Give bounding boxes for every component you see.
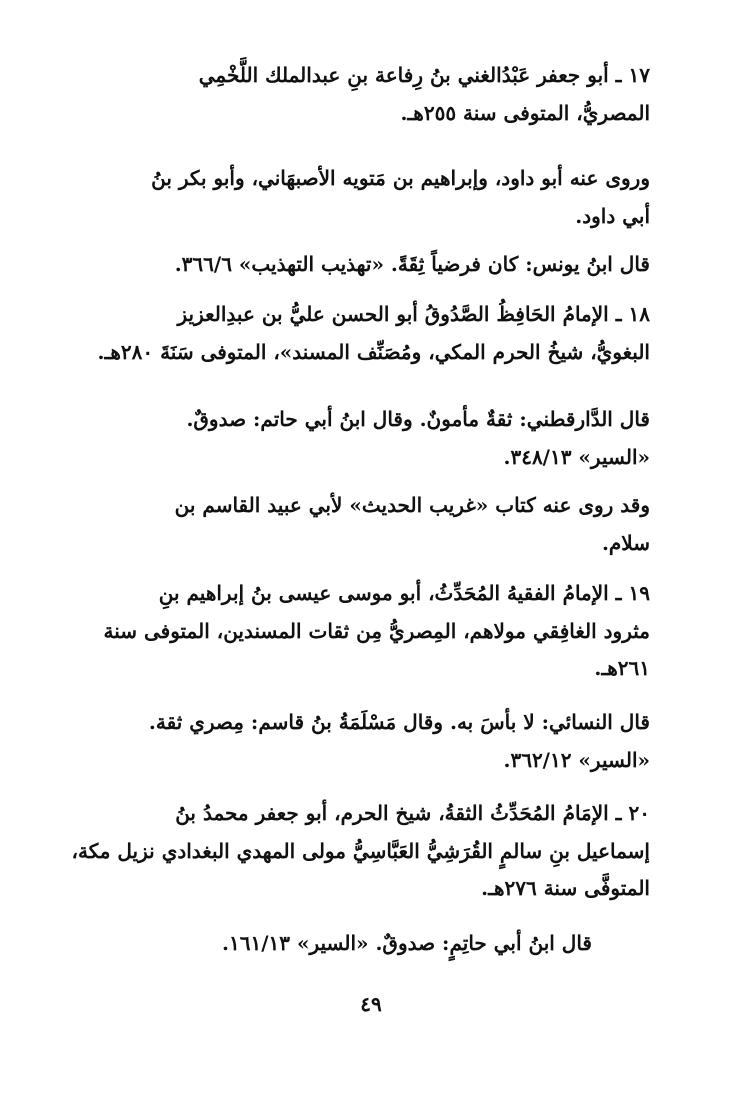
text-line: سلام. [601, 530, 650, 555]
entry-19-grading [90, 704, 650, 779]
text-line: ٢٠ ـ الإمَامُ المُحَدِّثُ الثقةُ، شيخ الحرم، أبو جعفر محمدُ بنُ [175, 801, 650, 825]
text-line: ١٩ ـ الإمامُ الفقيهُ المُحَدِّثُ، أبو موسى عيسى بنُ إبراهيم بنِ [158, 581, 650, 605]
text-line: أبي داود. [575, 203, 650, 228]
text-line: «السير» ٣٤٨/١٣. [503, 444, 650, 469]
text-line: قال النسائي: لا بأسَ به. وقال مَسْلَمَةُ بنُ قاسم: مِصري ثقة. [148, 710, 650, 734]
entry-17-narrators [90, 160, 650, 235]
entry-20-grading [32, 925, 592, 963]
text-line: مثرود الغافِقي مولاهم، المِصريُّ مِن ثقات المسندين، المتوفى سنة [103, 618, 650, 643]
text-line: ١٨ ـ الإمامُ الحَافِظُ الصَّدُوقُ أبو الحسن عليُّ بن عبدِالعزيز [177, 302, 650, 326]
text-line: البغويُّ، شيخُ الحرم المكي، ومُصَنِّف المسند»، المتوفى سَنَةَ ٢٨٠هـ. [97, 339, 650, 364]
entry-18-biography [90, 296, 650, 371]
text-line: وقد روى عنه كتاب «غريب الحديث» لأبي عبيد القاسم بن [174, 493, 650, 517]
text-line: قال الدَّارقطني: ثقةٌ مأمونٌ. وقال ابنُ أبي حاتم: صدوقٌ. [186, 407, 650, 431]
page-number: ٤٩ [360, 992, 382, 1016]
text-line: وروى عنه أبو داود، وإبراهيم بن مَتويه الأصبهَاني، وأبو بكر بنُ [151, 166, 650, 190]
text-line: ٢٦١هـ. [594, 656, 650, 680]
entry-18-narration [90, 487, 650, 562]
text-line: المتوفَّى سنة ٢٧٦هـ. [481, 876, 650, 900]
text-line: المصريُّ، المتوفى سنة ٢٥٥هـ. [400, 100, 650, 125]
text-line: إسماعيل بنِ سالمٍ القُرَشِيُّ العَبَّاسِيُّ مولى المهدي البغدادي نزيل مكة، [71, 838, 650, 863]
text-line: «السير» ٣٦٢/١٢. [503, 747, 650, 772]
entry-20-biography [71, 795, 650, 908]
text-line: قال ابنُ يونس: كان فرضياً ثِقَةً. «تهذيب التهذيب» ٣٦٦/٦. [174, 252, 650, 276]
text-line: ١٧ ـ أبو جعفر عَبْدُالغني بنُ رِفاعة بنِ عبدالملك اللَّخْمِي [198, 63, 650, 87]
entry-17-biography [90, 57, 650, 132]
entry-18-grading [90, 401, 650, 476]
entry-17-grading [90, 246, 650, 284]
text-line: قال ابنُ أبي حاتِمٍ: صدوقٌ. «السير» ١٦١/١٣. [222, 931, 592, 955]
entry-19-biography [90, 575, 650, 688]
